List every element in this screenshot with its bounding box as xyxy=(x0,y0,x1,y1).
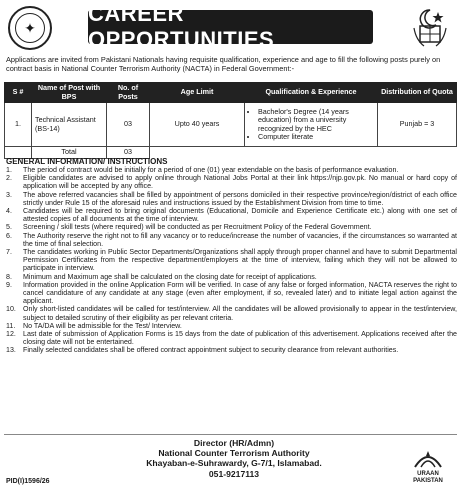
intro-paragraph: Applications are invited from Pakistani Nationals having requisite qualification, experience and age to fill the following posts purely on contract basis in National Counter Terrorism Authority (NACTA) in Federal Government:- xyxy=(6,55,441,74)
col-header-qualification: Qualification & Experience xyxy=(245,83,378,103)
cell-quota: Punjab = 3 xyxy=(378,103,457,147)
contact-address xyxy=(104,438,364,479)
cell-post: Technical Assistant (BS-14) xyxy=(32,103,107,147)
footer xyxy=(4,434,457,487)
total-count: 03 xyxy=(107,147,150,159)
total-label: Total xyxy=(32,147,107,159)
pid-number: PID(I)1596/26 xyxy=(6,478,50,485)
cell-count: 03 xyxy=(107,103,150,147)
header xyxy=(4,1,457,52)
list-item: 4. Candidates will be required to bring original documents (Educational, Domicile and Experience Certificate etc.) along with one set of attested copies of all documents at the time of interview. xyxy=(6,207,457,224)
col-header-post: Name of Post with BPS xyxy=(32,83,107,103)
list-item: 7. The candidates working in Public Sector Departments/Organizations shall apply through proper channel and have to submit Departmental Permission Certificates from the respective department/employers at the time of interview, failing which they will not be allowed to participate in interview. xyxy=(6,248,457,273)
general-info-list xyxy=(4,166,457,355)
col-header-count: No. of Posts xyxy=(107,83,150,103)
director-title: Director (HR/Admn) xyxy=(193,438,275,448)
cell-age: Upto 40 years xyxy=(150,103,245,147)
cell-sn: 1. xyxy=(5,103,32,147)
authority-name: National Counter Terrorism Authority xyxy=(158,448,310,459)
list-item: 9. Information provided in the online Application Form will be verified. In case of any false or forged information, NACTA reserves the right to cancel candidature of any candidate at any stage (even after employment, if so, revealed later) and to initiate legal action against the applicant. xyxy=(6,280,457,306)
phone-number: 051-9217113 xyxy=(208,468,260,479)
list-item: 3. The above referred vacancies shall be filled by appointment of persons domiciled in their respective province/region/district of each office strictly under Rule 15 of the aforesaid rules and instructions issued by the Establishment Division from time to time. xyxy=(6,190,457,207)
pakistan-emblem-icon xyxy=(407,5,453,51)
address-line: Khayaban-e-Suhrawardy, G-7/1, Islamabad. xyxy=(146,458,322,469)
qualification-item: • Bachelor's Degree (14 years education) from a university recognized by the HEC xyxy=(258,108,374,134)
qualification-item: • Computer literate xyxy=(258,133,374,142)
col-header-sn: S # xyxy=(5,83,32,103)
posts-table xyxy=(4,82,457,159)
col-header-quota: Distribution of Quota xyxy=(378,83,457,103)
cell-qualification xyxy=(245,103,378,147)
col-header-age: Age Limit xyxy=(150,83,245,103)
list-item: 5. Screening / skill tests (where required) will be conducted as per Recruitment Policy of the Federal Government. xyxy=(6,223,372,232)
list-item: 11. No TA/DA will be admissible for the Test/ Interview. xyxy=(6,321,182,330)
uraan-pakistan-logo-icon: URAAN PAKISTAN xyxy=(405,443,451,485)
list-item: 2. Eligible candidates are advised to apply online through National Jobs Portal at their link https://njp.gov.pk. No manual or hard copy of application will be accepted by any office. xyxy=(6,174,457,191)
list-item: 8. Minimum and Maximum age shall be calculated on the closing date for receipt of applications. xyxy=(6,272,317,281)
list-item: 12. Last date of submission of Application Forms is 15 days from the date of publication of this advertisement. Applications received after the closing date will not be entertained. xyxy=(6,330,457,347)
general-info-title: GENERAL INFORMATION/ INSTRUCTIONS xyxy=(6,157,168,166)
page-title: CAREER OPPORTUNITIES xyxy=(88,10,373,44)
list-item: 1. The period of contract would be initially for a period of one (01) year extendable on the basis of performance evaluation. xyxy=(6,166,399,174)
list-item: 13. Finally selected candidates shall be offered contract appointment subject to security clearance from relevant authorities. xyxy=(6,346,399,355)
table-header-row xyxy=(5,83,457,103)
table-row xyxy=(5,103,457,147)
nacta-seal-icon: ✦ xyxy=(8,6,52,50)
list-item: 10. Only short-listed candidates will be called for test/interview. All the candidates will be allowed provisionally to appear in the test/interview, subject to detailed scrutiny of their eligibility as per relevant criteria. xyxy=(6,305,457,322)
list-item: 6. The Authority reserve the right not to fill any vacancy or to reduce/increase the number of vacancies, if the circumstances so warranted at the time of final selection. xyxy=(6,231,457,248)
